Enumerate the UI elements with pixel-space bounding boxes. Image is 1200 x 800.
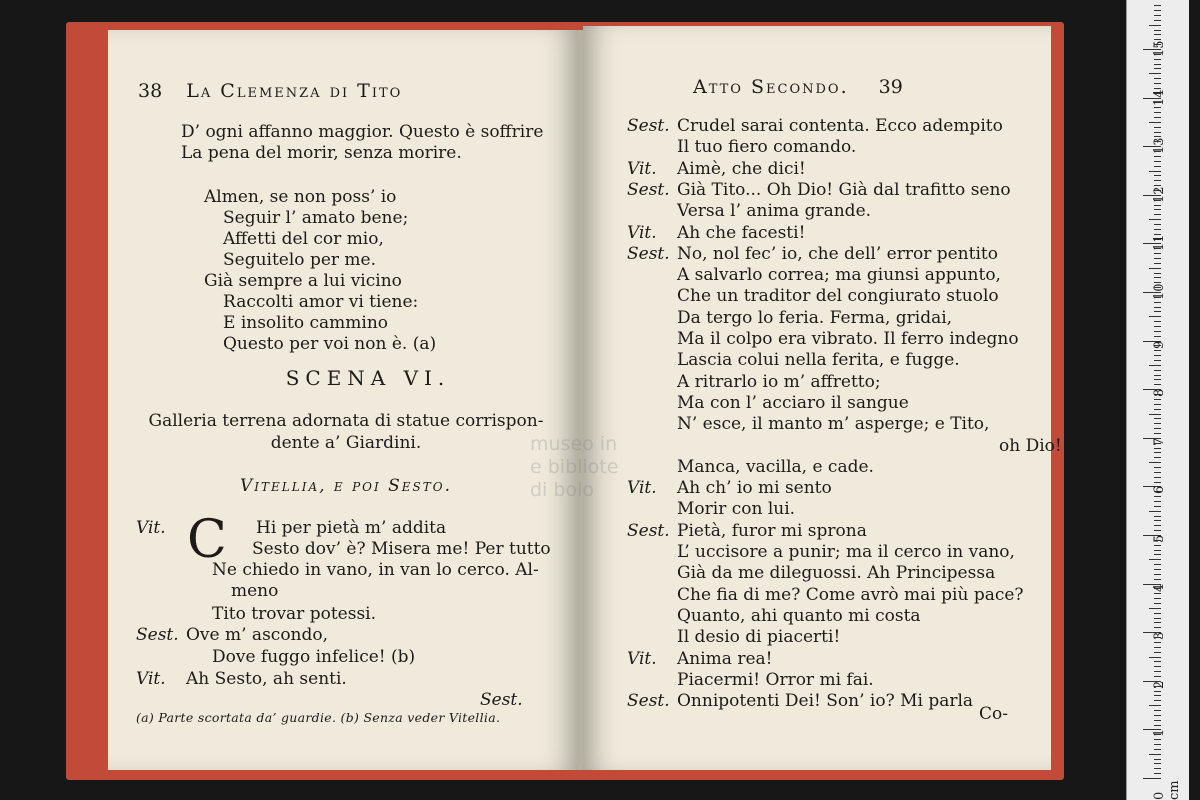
- aria-line: Seguitelo per me.: [223, 250, 376, 270]
- watermark: [530, 433, 618, 502]
- line-text: A ritrarlo io m’ affretto;: [677, 371, 881, 392]
- ruler-tick: [1154, 253, 1161, 254]
- ruler-tick: [1154, 360, 1161, 361]
- ruler-tick: [1149, 559, 1161, 560]
- ruler-tick: [1154, 112, 1161, 113]
- left-page-number: 38: [138, 80, 163, 102]
- aria-line: Questo per voi non è. (a): [223, 334, 437, 354]
- ruler-label: 15: [1152, 40, 1167, 57]
- ruler-tick: [1149, 511, 1161, 512]
- line-text: Ne chiedo in vano, in van lo cerco. Al-: [212, 560, 539, 580]
- ruler-tick: [1154, 749, 1161, 750]
- line-text: No, nol fec’ io, che dell’ error pentito: [677, 243, 998, 264]
- ruler-tick: [1154, 15, 1161, 16]
- line-text: Il desio di piacerti!: [677, 627, 841, 648]
- right-page-number: 39: [878, 76, 903, 98]
- line-text: Che fia di me? Come avrò mai più pace?: [677, 584, 1024, 605]
- left-running-title: La Clemenza di Tito: [186, 80, 403, 102]
- ruler-tick: [1154, 404, 1161, 405]
- characters-line: Vitellia, e poi Sesto.: [239, 476, 453, 496]
- measuring-ruler: [1126, 0, 1189, 800]
- line-text: Il tuo fiero comando.: [677, 137, 857, 158]
- ruler-tick: [1154, 496, 1161, 497]
- ruler-tick: [1154, 117, 1161, 118]
- aria-line: Almen, se non poss’ io: [204, 187, 397, 207]
- line-text: Pietà, furor mi sprona: [677, 520, 867, 541]
- dialogue-line: [627, 521, 867, 542]
- aria-line: Raccolti amor vi tiene:: [223, 292, 419, 312]
- dialogue-line: [136, 581, 278, 602]
- dialogue-line: [627, 244, 998, 265]
- ruler-label: 5: [1152, 534, 1167, 543]
- line-text: Manca, vacilla, e cade.: [677, 456, 874, 477]
- line-text: A salvarlo correa; ma giunsi appunto,: [677, 265, 1001, 286]
- ruler-tick: [1149, 171, 1161, 172]
- dialogue-line: [136, 625, 328, 646]
- ruler-tick: [1154, 68, 1161, 69]
- ruler-tick: [1154, 107, 1161, 108]
- catchword: Co-: [979, 704, 1008, 724]
- ruler-tick: [1154, 409, 1161, 410]
- ruler-tick: [1154, 166, 1161, 167]
- line-text: Ma con l’ acciaro il sangue: [677, 392, 909, 413]
- dialogue-line: [136, 604, 376, 625]
- speaker: Sest.: [627, 520, 670, 541]
- ruler-tick: [1149, 365, 1161, 366]
- watermark-line: di bolo: [530, 479, 594, 501]
- ruler-tick: [1154, 399, 1161, 400]
- ruler-tick: [1154, 545, 1161, 546]
- line-text: Anima rea!: [677, 648, 773, 669]
- speaker: Sest.: [627, 243, 670, 264]
- ruler-tick: [1149, 462, 1161, 463]
- ruler-tick: [1154, 302, 1161, 303]
- ruler-label: 0 cm: [1152, 780, 1182, 800]
- aria-line: E insolito cammino: [223, 313, 389, 333]
- ruler-label: 4: [1152, 583, 1167, 592]
- line-text: Che un traditor del congiurato stuolo: [677, 286, 999, 307]
- line-text: Lascia colui nella ferita, e fugge.: [677, 350, 960, 371]
- line-text: oh Dio!: [999, 435, 1062, 456]
- watermark-line: e bibliote: [530, 456, 619, 478]
- line-text: meno: [231, 581, 279, 601]
- dialogue-line: [627, 180, 1011, 201]
- dialogue-line: [627, 265, 1001, 286]
- dialogue-line: [627, 691, 973, 712]
- ruler-tick: [1154, 350, 1161, 351]
- speaker: Vit.: [627, 648, 657, 669]
- speaker: Vit.: [627, 222, 657, 243]
- aria-line: Già sempre a lui vicino: [204, 271, 402, 291]
- ruler-tick: [1154, 501, 1161, 502]
- line-text: Tito trovar potessi.: [212, 604, 377, 624]
- drop-cap: C: [187, 510, 227, 570]
- line-text: L’ uccisore a punir; ma il cerco in vano,: [677, 542, 1015, 562]
- ruler-tick: [1154, 744, 1161, 745]
- ruler-tick: [1154, 10, 1161, 11]
- dialogue-line: [627, 499, 795, 520]
- ruler-tick: [1154, 5, 1161, 6]
- ruler-label: 11: [1152, 234, 1167, 252]
- line-text: N’ esce, il manto m’ asperge; e Tito,: [677, 414, 990, 435]
- speaker: Vit.: [627, 478, 657, 499]
- dialogue-line: [627, 585, 1024, 606]
- ruler-label: 2: [1152, 680, 1167, 689]
- ruler-label: 12: [1152, 186, 1167, 203]
- ruler-label: 3: [1152, 631, 1167, 641]
- dialogue-line: [627, 223, 805, 244]
- dialogue-line: [627, 478, 832, 499]
- speaker: Sest.: [136, 625, 179, 645]
- dialogue-line: [627, 563, 995, 584]
- ruler-tick: [1154, 700, 1161, 701]
- setting-line: dente a’ Giardini.: [270, 433, 422, 453]
- dialogue-line: [627, 372, 881, 393]
- line-text: Onnipotenti Dei! Son’ io? Mi parla: [677, 691, 974, 712]
- right-page-header: [693, 76, 903, 98]
- line-text: Sesto dov’ è? Misera me! Per tutto: [252, 539, 551, 559]
- ruler-label: 8: [1152, 388, 1167, 398]
- dialogue-line: [627, 627, 840, 648]
- ruler-tick: [1154, 647, 1161, 648]
- line-text: Ah Sesto, ah senti.: [186, 669, 347, 689]
- ruler-tick: [1149, 219, 1161, 220]
- ruler-tick: [1154, 59, 1161, 60]
- ruler-label: 14: [1152, 89, 1167, 106]
- dialogue-line: [627, 606, 921, 627]
- dialogue-line: [136, 560, 539, 581]
- dialogue-line: [627, 670, 874, 691]
- dialogue-line: [627, 159, 806, 180]
- ruler-tick: [1149, 73, 1161, 74]
- ruler-tick: [1149, 657, 1161, 658]
- dialogue-line: [627, 393, 909, 414]
- ruler-label: 6: [1152, 486, 1167, 495]
- line-text: Ah ch’ io mi sento: [677, 478, 832, 499]
- ruler-tick: [1154, 550, 1161, 551]
- ruler-tick: [1154, 161, 1161, 162]
- ruler-tick: [1154, 603, 1161, 604]
- scene-heading: SCENA VI.: [285, 366, 451, 390]
- speaker: Vit.: [136, 518, 166, 538]
- ruler-tick: [1154, 506, 1161, 507]
- footnote: (a) Parte scortata da’ guardie. (b) Senza veder Vitellia.: [136, 710, 501, 725]
- dialogue-line: [136, 518, 446, 539]
- dialogue-line: [627, 201, 871, 222]
- line-text: Versa l’ anima grande.: [677, 201, 872, 222]
- text-line: La pena del morir, senza morire.: [181, 143, 462, 163]
- dialogue-line: [136, 539, 551, 560]
- left-page-header: [138, 80, 402, 102]
- dialogue-line: [136, 669, 347, 690]
- speaker: Sest.: [627, 179, 670, 200]
- ruler-label: 9: [1152, 340, 1167, 349]
- line-text: Già da me dileguossi. Ah Principessa: [677, 563, 996, 584]
- ruler-tick: [1154, 214, 1161, 215]
- ruler-tick: [1149, 705, 1161, 706]
- ruler-tick: [1149, 316, 1161, 317]
- right-running-title: Atto Secondo.: [693, 76, 849, 98]
- catchword: Sest.: [480, 690, 523, 710]
- left-page: [108, 30, 578, 770]
- speaker: Vit.: [136, 669, 166, 689]
- ruler-tick: [1154, 209, 1161, 210]
- speaker: Vit.: [627, 158, 657, 179]
- ruler-tick: [1149, 608, 1161, 609]
- ruler-label: 13: [1152, 137, 1167, 155]
- ruler-label: 10: [1152, 283, 1167, 300]
- speaker: Sest.: [627, 691, 670, 712]
- dialogue-line: [627, 329, 1019, 350]
- ruler-tick: [1154, 205, 1161, 206]
- dialogue-line: [136, 647, 415, 668]
- ruler-tick: [1149, 268, 1161, 269]
- ruler-tick: [1149, 122, 1161, 123]
- ruler-tick: [1154, 652, 1161, 653]
- dialogue-line: [627, 116, 1003, 137]
- line-text: Dove fuggo infelice! (b): [212, 647, 416, 667]
- ruler-tick: [1154, 448, 1161, 449]
- dialogue-line: [627, 350, 960, 371]
- dialogue-line: [627, 137, 856, 158]
- ruler-tick: [1154, 64, 1161, 65]
- ruler-tick: [1154, 554, 1161, 555]
- line-text: Ah che facesti!: [677, 222, 806, 243]
- line-text: Morir con lui.: [677, 499, 796, 520]
- ruler-tick: [1154, 457, 1161, 458]
- aria-line: Seguir l’ amato bene;: [223, 208, 409, 228]
- speaker: Sest.: [627, 116, 670, 136]
- line-text: Già Tito... Oh Dio! Già dal trafitto seno: [677, 179, 1011, 200]
- line-text: Da tergo lo feria. Ferma, gridai,: [677, 307, 953, 328]
- ruler-tick: [1154, 759, 1161, 760]
- ruler-tick: [1154, 642, 1161, 643]
- dialogue-line: [627, 542, 1015, 563]
- ruler-tick: [1154, 258, 1161, 259]
- ruler-tick: [1154, 691, 1161, 692]
- ruler-tick: [1154, 452, 1161, 453]
- ruler-tick: [1154, 263, 1161, 264]
- ruler-tick: [1154, 311, 1161, 312]
- ruler-tick: [1154, 763, 1161, 764]
- ruler-tick: [1154, 156, 1161, 157]
- ruler-tick: [1154, 20, 1161, 21]
- ruler-tick: [1154, 355, 1161, 356]
- aria-line: Affetti del cor mio,: [223, 229, 384, 249]
- text-line: D’ ogni affanno maggior. Questo è soffrire: [181, 122, 544, 142]
- line-text: Crudel sarai contenta. Ecco adempito: [677, 116, 1003, 136]
- ruler-tick: [1154, 307, 1161, 308]
- dialogue-line: [627, 436, 1062, 457]
- setting-line: Galleria terrena adornata di statue corrispon-: [148, 411, 544, 431]
- dialogue-line: [627, 286, 999, 307]
- ruler-tick: [1154, 695, 1161, 696]
- line-text: Piacermi! Orror mi fai.: [677, 669, 874, 690]
- ruler-tick: [1154, 739, 1161, 740]
- dialogue-line: [627, 457, 874, 478]
- watermark-line: museo in: [530, 433, 618, 455]
- dialogue-line: [627, 414, 989, 435]
- ruler-tick: [1149, 414, 1161, 415]
- ruler-tick: [1154, 593, 1161, 594]
- ruler-label: 7: [1152, 437, 1167, 446]
- ruler-tick: [1149, 25, 1161, 26]
- ruler-tick: [1149, 754, 1161, 755]
- line-text: Ma il colpo era vibrato. Il ferro indegno: [677, 329, 1019, 349]
- line-text: Hi per pietà m’ addita: [256, 518, 447, 538]
- line-text: Aimè, che dici!: [677, 158, 806, 179]
- right-page: [583, 26, 1062, 770]
- dialogue-line: [627, 308, 952, 329]
- line-text: Ove m’ ascondo,: [186, 625, 329, 645]
- line-text: Quanto, ahi quanto mi costa: [677, 605, 921, 626]
- ruler-tick: [1154, 598, 1161, 599]
- ruler-label: 1: [1152, 729, 1167, 738]
- dialogue-line: [627, 649, 772, 670]
